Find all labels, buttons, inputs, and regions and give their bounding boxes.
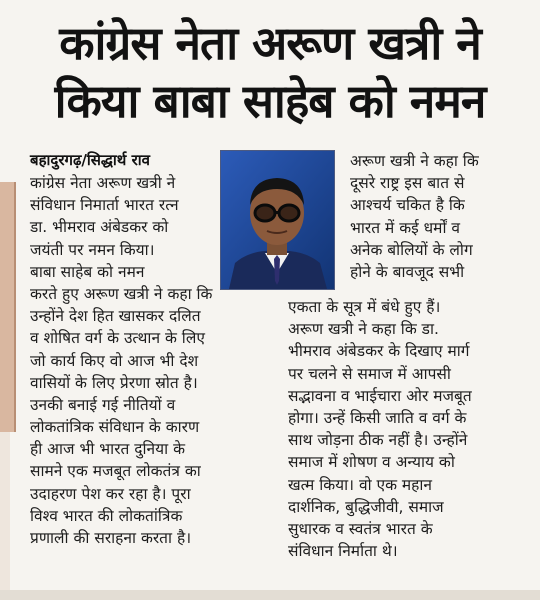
portrait-illustration bbox=[221, 151, 334, 289]
article-column-2 bbox=[288, 296, 472, 562]
headline bbox=[0, 14, 540, 130]
adjacent-clipping-edge bbox=[0, 182, 16, 432]
article-line: होने के बावजूद सभी bbox=[350, 262, 465, 281]
article-line: व शोषित वर्ग के उत्थान के लिए bbox=[30, 329, 205, 348]
article-line: डा. भीमराव अंबेडकर को bbox=[30, 218, 169, 237]
article-line: विश्व भारत की लोकतांत्रिक bbox=[30, 506, 183, 525]
article-line: बाबा साहेब को नमन bbox=[30, 262, 145, 281]
article-line: जयंती पर नमन किया। bbox=[30, 240, 155, 259]
clipping-bottom-edge bbox=[0, 590, 540, 600]
article-line: करते हुए अरूण खत्री ने कहा कि bbox=[30, 284, 213, 303]
article-line: वासियों के लिए प्रेरणा स्रोत है। bbox=[30, 373, 198, 392]
article-line: होगा। उन्हें किसी जाति व वर्ग के bbox=[288, 408, 467, 427]
article-line: सामने एक मजबूत लोकतंत्र का bbox=[30, 462, 201, 481]
article-line: प्रणाली की सराहना करता है। bbox=[30, 529, 192, 547]
article-line: लोकतांत्रिक संविधान के कारण bbox=[30, 418, 200, 437]
article-line: आश्चर्य चकित है कि bbox=[350, 196, 465, 215]
article-line: उदाहरण पेश कर रहा है। पूरा bbox=[30, 484, 191, 503]
article-line: समाज में शोषण व अन्याय को bbox=[288, 453, 455, 472]
article-line: दूसरे राष्ट्र इस बात से bbox=[350, 174, 465, 193]
headline-line-1: कांग्रेस नेता अरूण खत्री ने bbox=[59, 16, 481, 70]
article-line: ही आज भी भारत दुनिया के bbox=[30, 440, 185, 459]
article-line: पर चलने से समाज में आपसी bbox=[288, 364, 451, 383]
article-line: अनेक बोलियों के लोग bbox=[350, 240, 473, 259]
article-line: अरूण खत्री ने कहा कि bbox=[350, 152, 479, 170]
article-line: कांग्रेस नेता अरूण खत्री ने bbox=[30, 174, 176, 192]
article-line: संविधान निर्माता थे। bbox=[288, 542, 398, 561]
article-column-1 bbox=[30, 172, 212, 549]
article-line: संविधान निमार्ता भारत रत्न bbox=[30, 196, 179, 215]
article-line: भीमराव अंबेडकर के दिखाए मार्ग bbox=[288, 342, 470, 361]
article-line: सुधारक व स्वतंत्र भारत के bbox=[288, 519, 433, 538]
article-line: जो कार्य किए वो आज भी देश bbox=[30, 351, 199, 370]
adjacent-clipping-edge-lower bbox=[0, 432, 10, 592]
article-line: एकता के सूत्र में बंधे हुए हैं। bbox=[288, 298, 441, 316]
portrait-photo bbox=[220, 150, 335, 290]
article-column-3-top bbox=[350, 150, 479, 283]
article-line: सद्भावना व भाईचारा ओर मजबूत bbox=[288, 386, 472, 405]
article-line: अरूण खत्री ने कहा कि डा. bbox=[288, 320, 439, 339]
byline: बहादुरगढ़/सिद्धार्थ राव bbox=[30, 151, 150, 169]
article-line: उन्होंने देश हित खासकर दलित bbox=[30, 307, 201, 326]
article-line: साथ जोड़ना ठीक नहीं है। उन्होंने bbox=[288, 431, 468, 450]
article-line: दार्शनिक, बुद्धिजीवी, समाज bbox=[288, 497, 444, 516]
article-line: खत्म किया। वो एक महान bbox=[288, 475, 433, 494]
headline-line-2: किया बाबा साहेब को नमन bbox=[54, 74, 486, 128]
article-line: उनकी बनाई गई नीतियों व bbox=[30, 395, 176, 414]
article-line: भारत में कई धर्मों व bbox=[350, 218, 461, 237]
